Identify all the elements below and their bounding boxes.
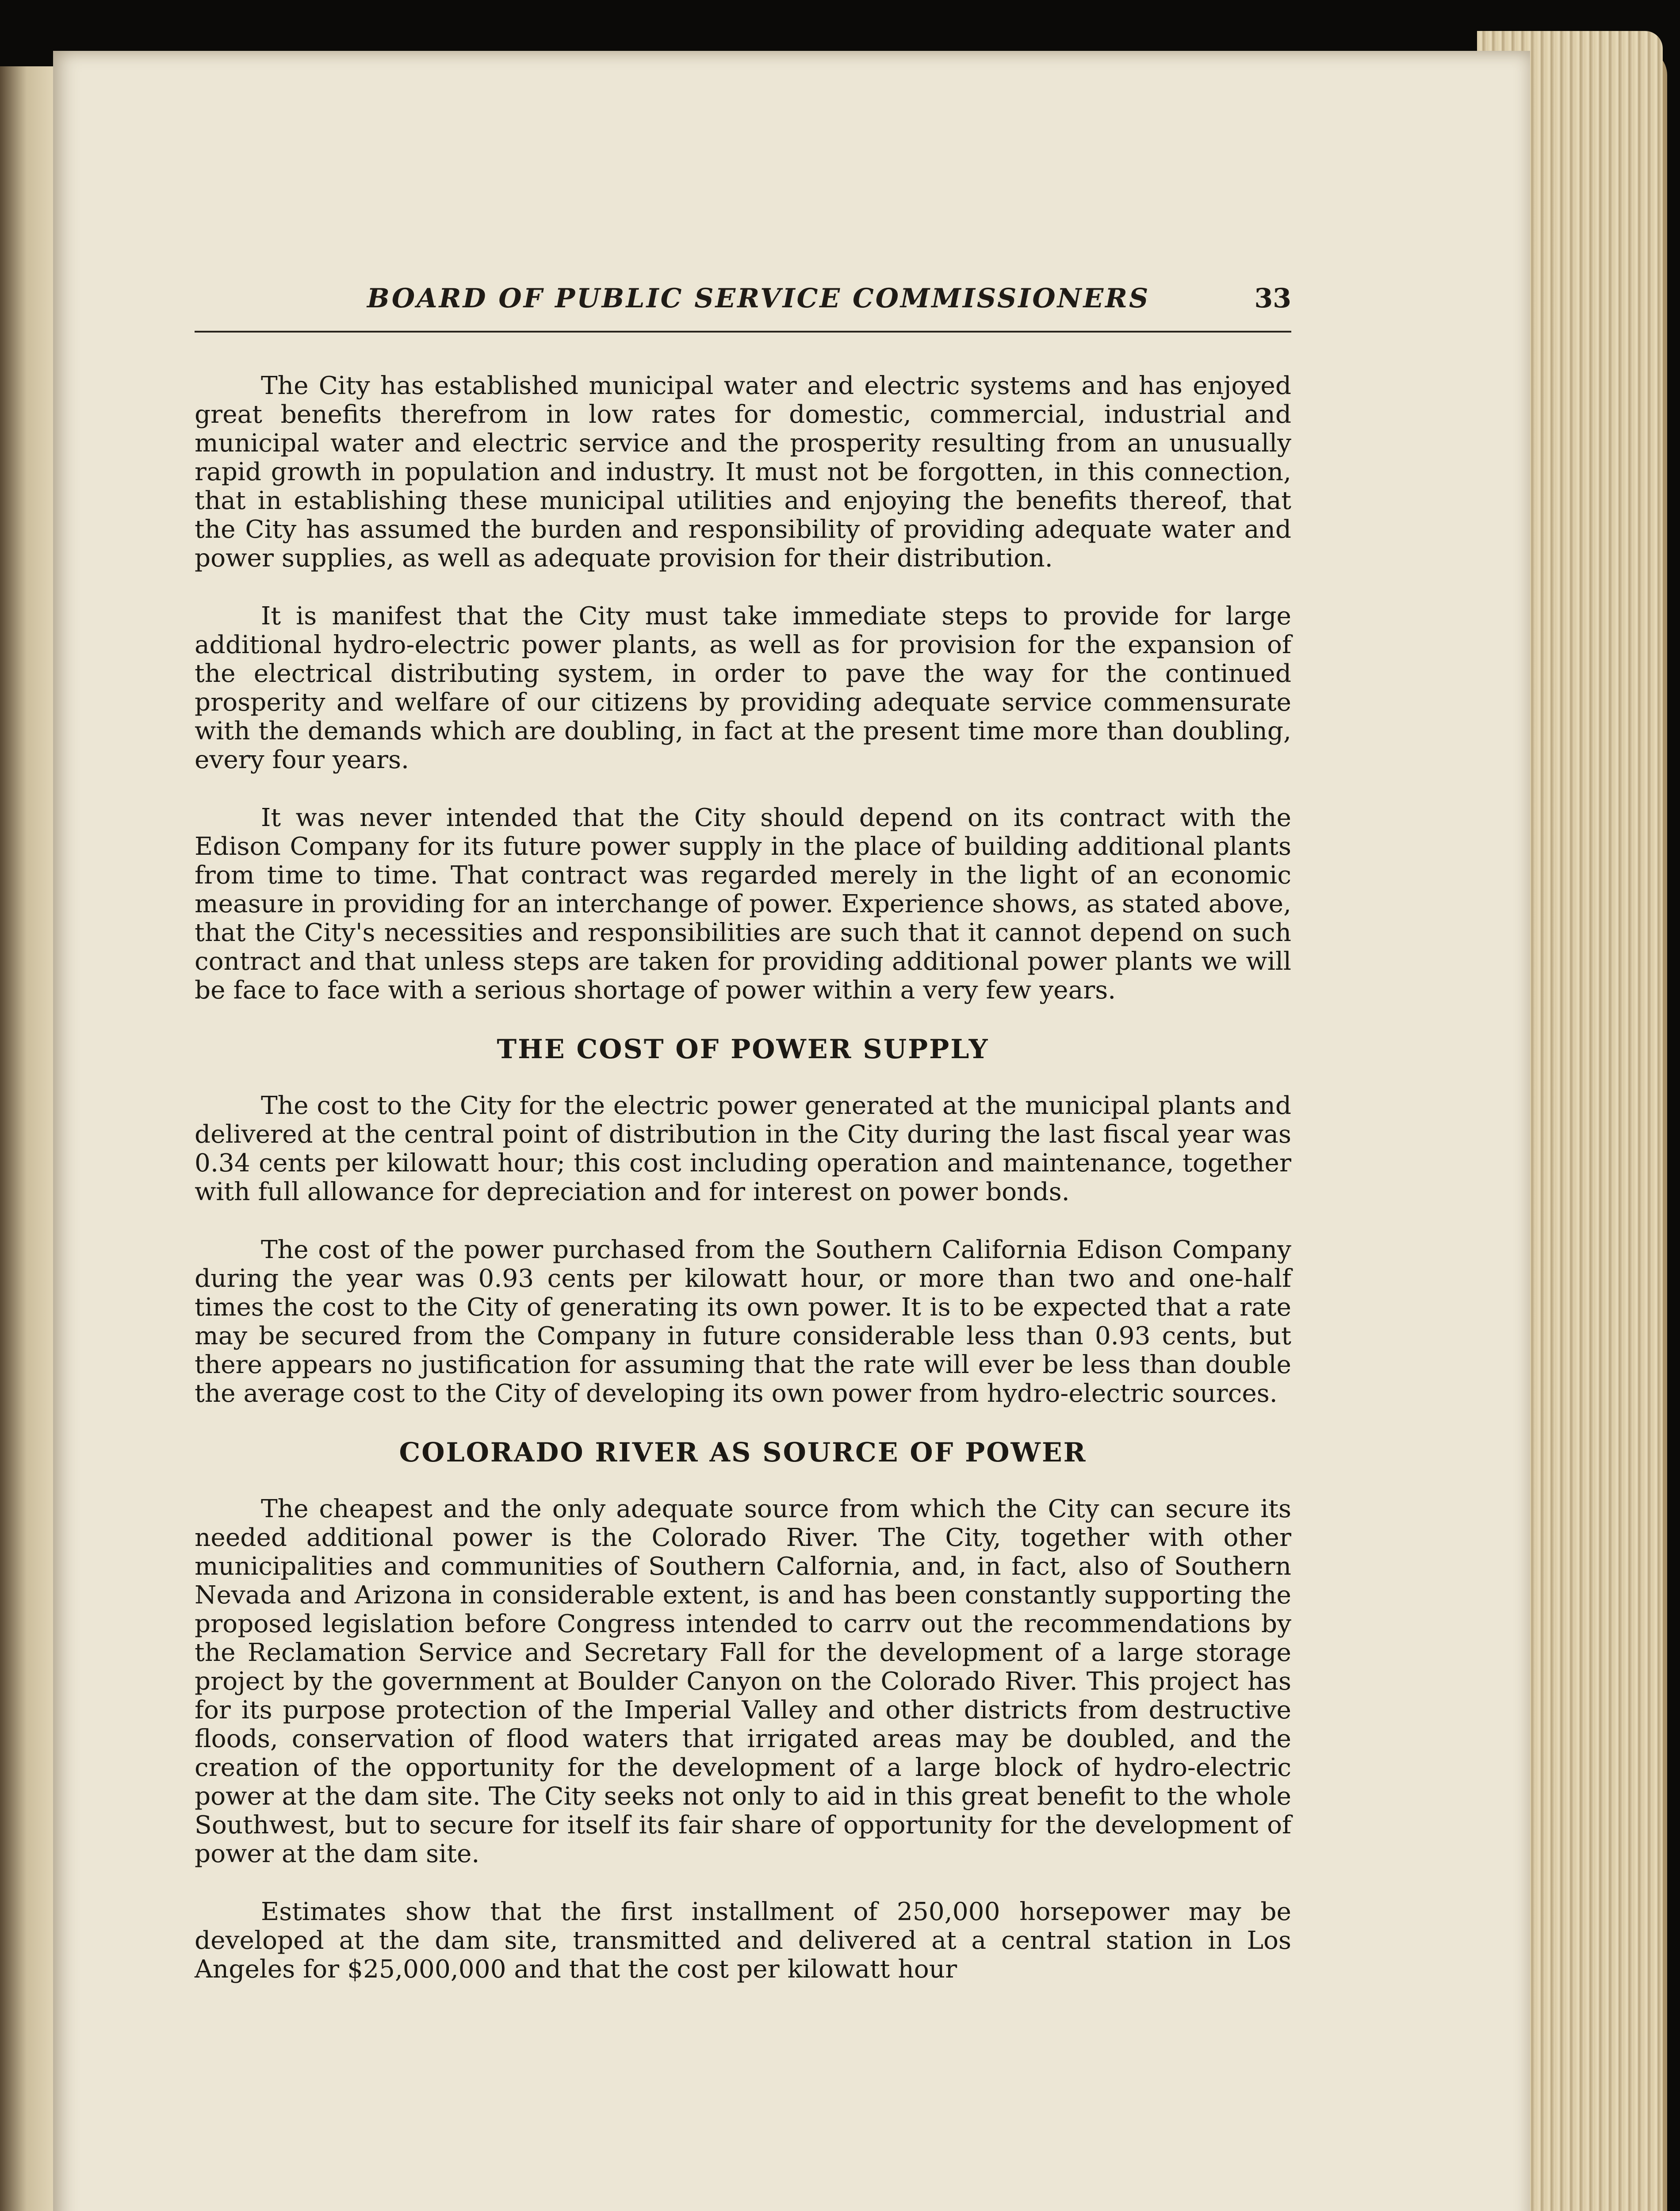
header-rule <box>195 331 1291 333</box>
body-paragraph: It was never intended that the City should depend on its contract with the Edison Company for its future power supply in the place of building additional plants from time to time. That contract was regarded merely in the light of an economic measure in providing for an interchange of power. Experience shows, as stated above, that the City's necessities and responsibilities are such that it cannot depend on such contract and that unless steps are taken for providing additional power plants we will be face to face with a serious shortage of power within a very few years. <box>195 803 1291 1005</box>
running-title: BOARD OF PUBLIC SERVICE COMMISSIONERS <box>367 283 1150 314</box>
page-number: 33 <box>1254 283 1291 314</box>
section-heading-cost-of-power: THE COST OF POWER SUPPLY <box>497 1034 989 1065</box>
body-paragraph: It is manifest that the City must take immediate steps to provide for large additional hydro-electric power plants, as well as for provision for the expansion of the electrical distributing system, in order to pave the way for the continued prosperity and welfare of our citizens by providing adequate service commensurate with the demands which are doubling, in fact at the present time more than doubling, every four years. <box>195 602 1291 774</box>
body-paragraph: The City has established municipal water and electric systems and has enjoyed great benefits therefrom in low rates for domestic, commercial, industrial and municipal water and electric service and the prosperity resulting from an unusually rapid growth in population and industry. It must not be forgotten, in this connection, that in establishing these municipal utilities and enjoying the benefits thereof, that the City has assumed the burden and responsibility of providing adequate water and power supplies, as well as adequate provision for their distribution. <box>195 371 1291 573</box>
body-paragraph: The cost of the power purchased from the Southern California Edison Company during the year was 0.93 cents per kilowatt hour, or more than two and one-half times the cost to the City of generating its own power. It is to be expected that a rate may be secured from the Company in future considerable less than 0.93 cents, but there appears no justification for assuming that the rate will ever be less than double the average cost to the City of developing its own power from hydro-electric sources. <box>195 1236 1291 1408</box>
section-heading-colorado-river: COLORADO RIVER AS SOURCE OF POWER <box>399 1437 1087 1468</box>
body-paragraph: The cost to the City for the electric power generated at the municipal plants and delivered at the central point of distribution in the City during the last fiscal year was 0.34 cents per kilowatt hour; this cost including operation and maintenance, together with full allowance for depreciation and for interest on power bonds. <box>195 1091 1291 1206</box>
page-body <box>195 371 1291 2013</box>
page-header <box>195 283 1291 332</box>
body-paragraph: Estimates show that the first installment of 250,000 horsepower may be developed at the dam site, transmitted and delivered at a central station in Los Angeles for $25,000,000 and that the cost per kilowatt hour <box>195 1897 1291 1984</box>
body-paragraph: The cheapest and the only adequate source from which the City can secure its needed additional power is the Colorado River. The City, together with other municipalities and communities of Southern Calfornia, and, in fact, also of Southern Nevada and Arizona in considerable extent, is and has been constantly supporting the proposed legislation before Congress intended to carrv out the recommendations by the Reclamation Service and Secretary Fall for the development of a large storage project by the government at Boulder Canyon on the Colorado River. This project has for its purpose protection of the Imperial Valley and other districts from destructive floods, conservation of flood waters that irrigated areas may be doubled, and the creation of the opportunity for the development of a large block of hydro-electric power at the dam site. The City seeks not only to aid in this great benefit to the whole Southwest, but to secure for itself its fair share of opportunity for the development of power at the dam site. <box>195 1495 1291 1868</box>
